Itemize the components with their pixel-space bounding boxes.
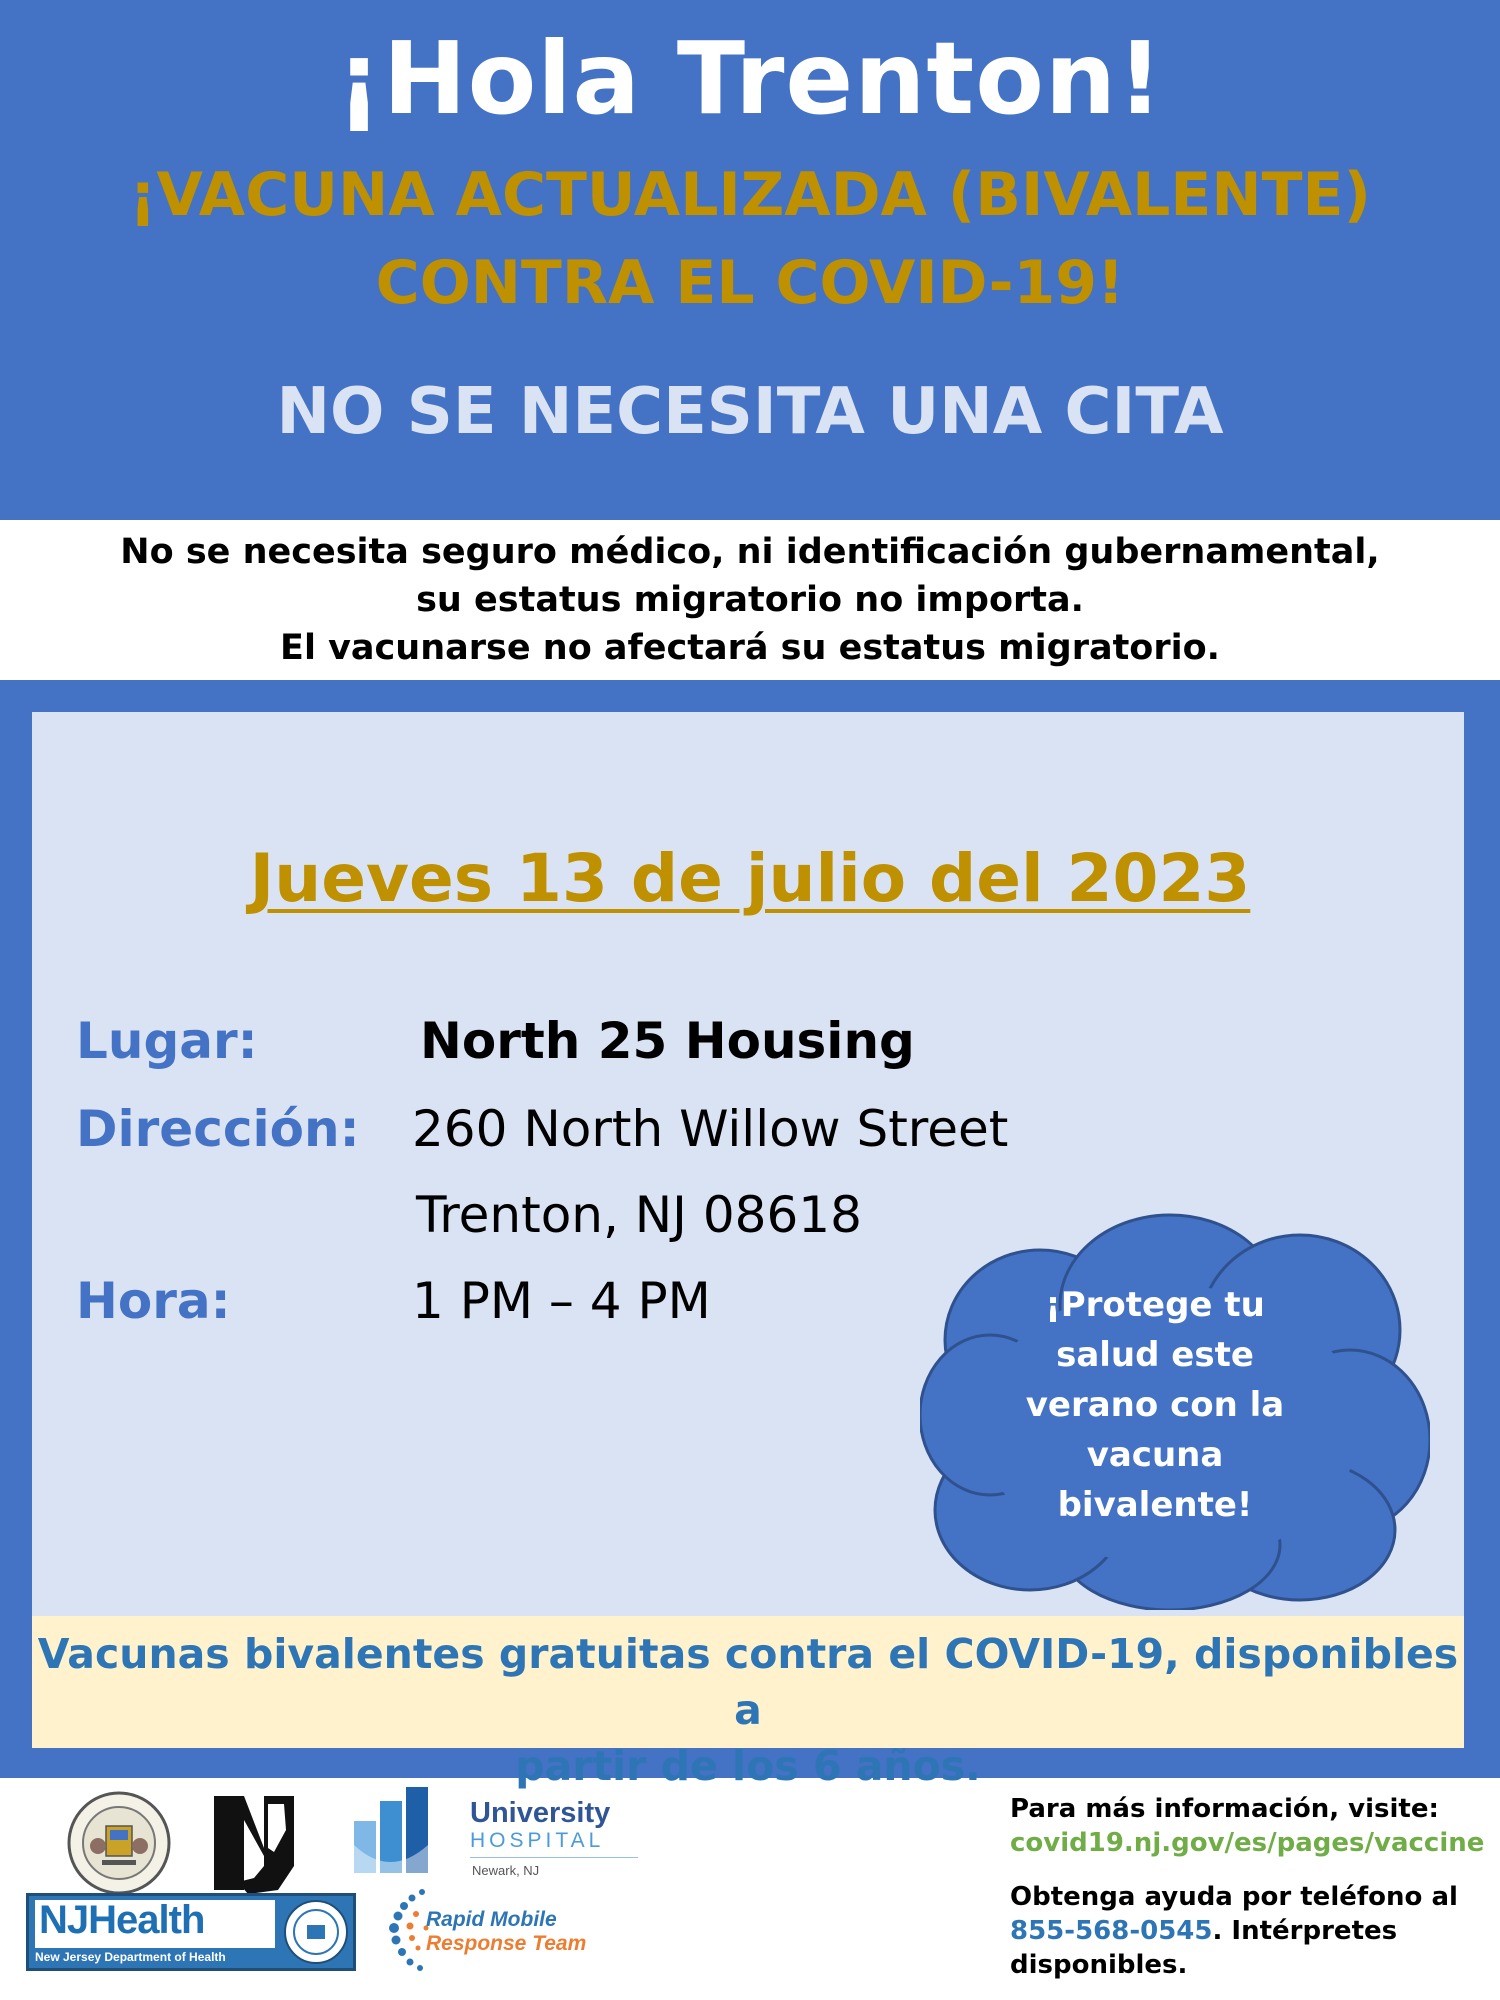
university-hospital-icon bbox=[350, 1783, 450, 1877]
cloud-line-1: ¡Protege tu bbox=[1045, 1285, 1265, 1325]
no-appointment-text: NO SE NECESITA UNA CITA bbox=[276, 375, 1224, 449]
event-date-text: Jueves 13 de julio del 2023 bbox=[249, 840, 1251, 917]
time-value: 1 PM – 4 PM bbox=[412, 1272, 711, 1330]
place-value: North 25 Housing bbox=[420, 1012, 915, 1070]
headline-line-1: ¡VACUNA ACTUALIZADA (BIVALENTE) bbox=[129, 160, 1371, 230]
eligibility-notice bbox=[0, 528, 1500, 672]
phone-line bbox=[1010, 1914, 1480, 1948]
response-team-text: Response Team bbox=[426, 1932, 587, 1955]
phone-intro-text: Obtenga ayuda por teléfono al bbox=[1010, 1882, 1458, 1912]
nj-health-subtitle: New Jersey Department of Health bbox=[35, 1950, 226, 1964]
interpreters-available-text: disponibles. bbox=[1010, 1950, 1188, 1980]
notice-line-3: El vacunarse no afectará su estatus migratorio. bbox=[280, 628, 1220, 668]
header-banner bbox=[0, 0, 1500, 520]
university-hospital-city: Newark, NJ bbox=[472, 1863, 540, 1878]
rapid-mobile-text: Rapid Mobile bbox=[426, 1908, 557, 1931]
nj-health-wordmark: NJHealth bbox=[39, 1898, 205, 1942]
cloud-line-5: bivalente! bbox=[1057, 1485, 1253, 1525]
event-date bbox=[0, 840, 1500, 917]
headline-line-2: CONTRA EL COVID-19! bbox=[375, 248, 1125, 318]
info-url-link[interactable]: covid19.nj.gov/es/pages/vaccine bbox=[1010, 1828, 1485, 1858]
nj-state-seal-logo bbox=[66, 1790, 172, 1896]
nj-health-seal-icon bbox=[283, 1899, 349, 1965]
notice-line-1: No se necesita seguro médico, ni identificación gubernamental, bbox=[120, 532, 1380, 572]
address-line-1: 260 North Willow Street bbox=[412, 1100, 1009, 1158]
phone-number-link[interactable]: 855-568-0545 bbox=[1010, 1916, 1213, 1946]
nj-health-logo bbox=[26, 1893, 356, 1971]
contact-info bbox=[1010, 1792, 1485, 1982]
university-hospital-logo bbox=[350, 1783, 640, 1883]
cloud-line-2: salud este bbox=[1056, 1335, 1254, 1375]
time-label: Hora: bbox=[76, 1272, 231, 1330]
availability-line-1: Vacunas bivalentes gratuitas contra el COVID-19, disponibles a bbox=[37, 1630, 1459, 1734]
address-label: Dirección: bbox=[76, 1100, 360, 1158]
nj-state-logo bbox=[208, 1790, 300, 1896]
availability-line-2: partir de los 6 años. bbox=[515, 1742, 981, 1790]
more-info-text: Para más información, visite: bbox=[1010, 1794, 1439, 1824]
info-spacer bbox=[1010, 1860, 1480, 1880]
address-line-2: Trenton, NJ 08618 bbox=[416, 1186, 862, 1244]
interpreters-text: . Intérpretes bbox=[1212, 1916, 1398, 1946]
cloud-line-3: verano con la bbox=[1025, 1385, 1285, 1425]
rapid-mobile-response-team-logo bbox=[382, 1880, 602, 1990]
place-label: Lugar: bbox=[76, 1012, 258, 1070]
availability-banner bbox=[32, 1616, 1464, 1790]
university-hospital-divider bbox=[470, 1857, 638, 1858]
cloud-callout-text bbox=[985, 1280, 1325, 1530]
university-hospital-name: University bbox=[470, 1797, 611, 1829]
university-hospital-subname: HOSPITAL bbox=[470, 1829, 605, 1852]
cloud-line-4: vacuna bbox=[1086, 1435, 1224, 1475]
greeting-title: ¡Hola Trenton! bbox=[336, 20, 1164, 137]
notice-line-2: su estatus migratorio no importa. bbox=[416, 580, 1084, 620]
